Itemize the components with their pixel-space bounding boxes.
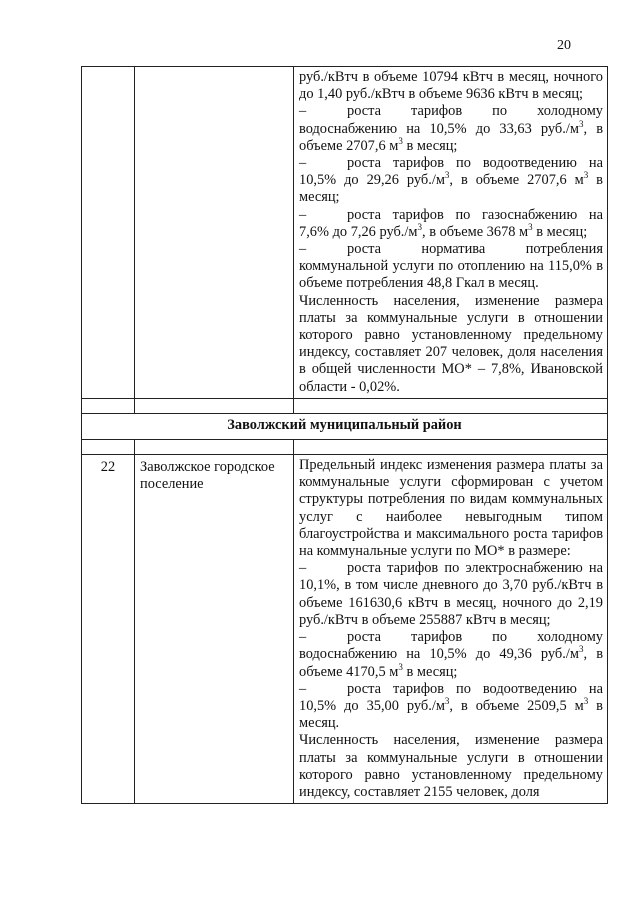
list-item [299, 681, 603, 733]
table-row-empty [82, 398, 608, 413]
list-item-text: роста тарифов по водоотведению на 10,5% до 35,00 руб./м [299, 680, 603, 714]
list-item-text: , в объеме 2707,6 м [299, 120, 603, 154]
index-description-cell [294, 455, 608, 804]
list-item [299, 155, 603, 207]
table-row [82, 67, 608, 399]
dash-bullet: – [299, 103, 307, 120]
superscript: 3 [583, 170, 589, 181]
list-item-text: роста тарифов по электроснабжению на 10,1%, в том числе дневного до 3,70 руб./кВтч в объеме 161630,6 кВтч в месяц, ночного до 2,19 руб./кВтч в объеме 255887 кВтч в месяц; [299, 560, 603, 628]
list-item-text: , в объеме 2509,5 м [449, 697, 584, 714]
paragraph: Численность населения, изменение размера платы за коммунальные услуги в отношении которого равно установленному предельному индексу, составляет 2155 человек, доля [299, 732, 603, 800]
dash-bullet: – [299, 560, 307, 577]
section-title: Заволжский муниципальный район [82, 413, 608, 439]
list-item [299, 241, 603, 293]
row-number-cell: 22 [82, 455, 135, 804]
section-header-row [82, 413, 608, 439]
superscript: 3 [578, 118, 584, 129]
list-item-text: в месяц. [299, 697, 603, 732]
list-item [299, 629, 603, 681]
superscript: 3 [444, 170, 450, 181]
dash-bullet: – [299, 206, 307, 223]
list-item-text: в месяц; [402, 663, 458, 680]
list-item-text: в месяц; [299, 172, 603, 206]
index-description-cell [294, 67, 608, 399]
superscript: 3 [398, 661, 403, 672]
page-number: 20 [557, 38, 571, 53]
municipality-name-cell: Заволжское городское поселение [135, 455, 294, 804]
list-item-text: роста тарифов по газоснабжению на 7,6% до 7,26 руб./м [299, 206, 603, 240]
table-row-empty [82, 440, 608, 455]
superscript: 3 [398, 136, 403, 147]
superscript: 3 [528, 222, 533, 233]
paragraph: Численность населения, изменение размера платы за коммунальные услуги в отношении которого равно установленному предельному индексу, составляет 207 человек, доля населения в общей численности МО* – 7,8%, Ивановской области - 0,02%. [299, 292, 603, 395]
dash-bullet: – [299, 155, 307, 172]
list-item [299, 207, 603, 241]
table-row [82, 455, 608, 804]
municipality-name-cell [135, 67, 294, 399]
list-item [299, 103, 603, 155]
superscript: 3 [583, 696, 589, 707]
row-number-cell [82, 67, 135, 399]
superscript: 3 [444, 696, 450, 707]
list-item-text: в месяц; [532, 223, 588, 240]
list-item-text: роста норматива потребления коммунальной услуги по отоплению на 115,0% в объеме потребления 48,8 Гкал в месяц. [299, 241, 603, 292]
dash-bullet: – [299, 680, 307, 697]
list-item-text: , в объеме 2707,6 м [449, 172, 584, 189]
list-item-text: роста тарифов по водоотведению на 10,5% до 29,26 руб./м [299, 155, 603, 189]
list-item-text: , в объеме 4170,5 м [299, 646, 603, 680]
list-item-text: в месяц; [402, 137, 458, 154]
dash-bullet: – [299, 629, 307, 646]
paragraph: Предельный индекс изменения размера платы за коммунальные услуги сформирован с учетом структуры потребления по видам коммунальных услуг с наиболее невыгодным типом благоустройства и максимального роста тарифов на коммунальные услуги по МО* в размере: [299, 457, 603, 560]
paragraph: руб./кВтч в объеме 10794 кВтч в месяц, ночного до 1,40 руб./кВтч в объеме 9636 кВтч в месяц; [299, 69, 603, 103]
superscript: 3 [417, 222, 423, 233]
tariff-table [81, 66, 608, 804]
list-item-text: , в объеме 3678 м [422, 223, 529, 240]
superscript: 3 [578, 644, 584, 655]
list-item-text: роста тарифов по холодному водоснабжению на 10,5% до 49,36 руб./м [299, 629, 603, 663]
list-item-text: роста тарифов по холодному водоснабжению на 10,5% до 33,63 руб./м [299, 103, 603, 137]
list-item [299, 560, 603, 629]
dash-bullet: – [299, 241, 307, 258]
